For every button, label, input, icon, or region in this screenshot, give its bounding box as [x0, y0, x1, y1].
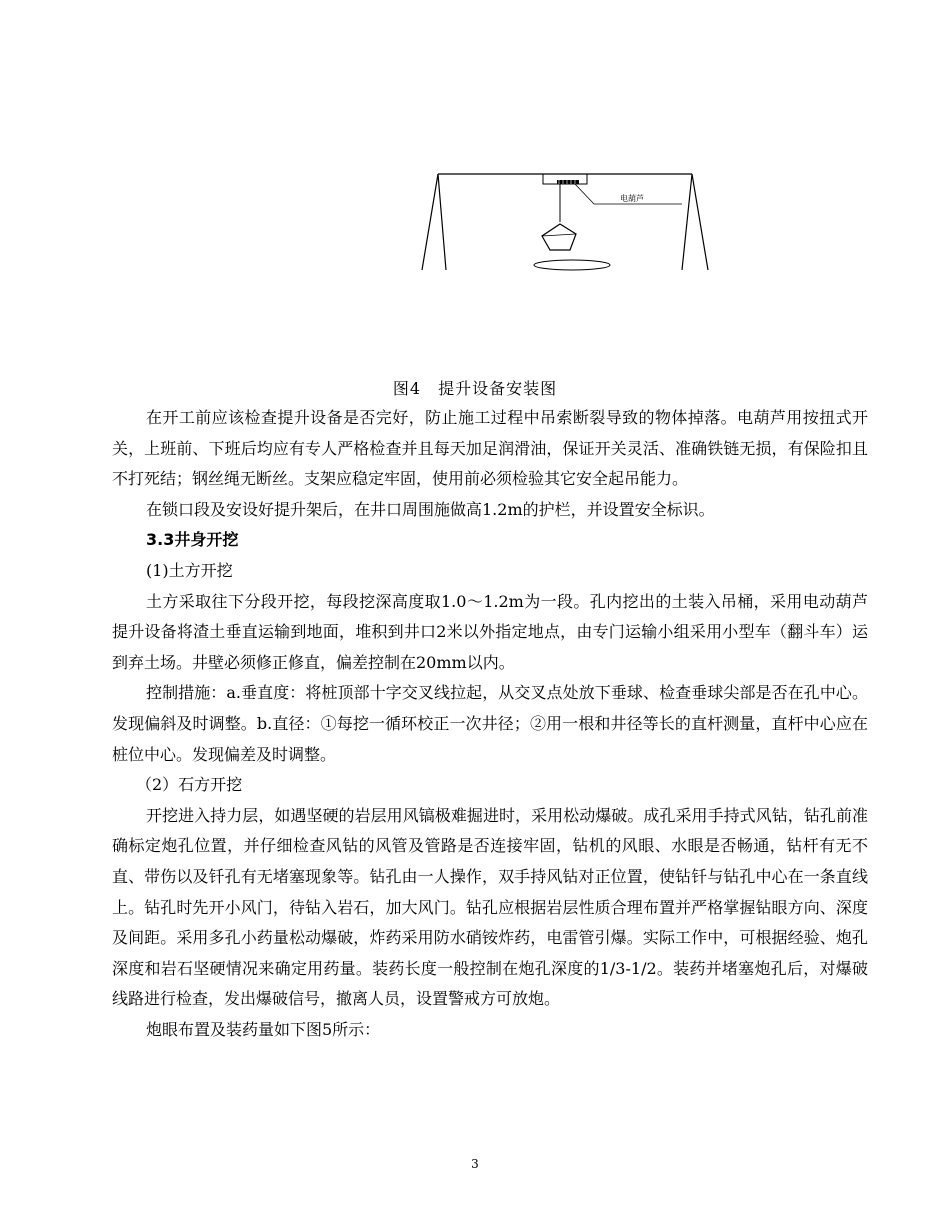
paragraph-guardrail: 在锁口段及安设好提升架后，在井口周围施做高1.2m的护栏，并设置安全标识。: [146, 499, 715, 519]
subheading-rock-excavation: （2）石方开挖: [136, 775, 243, 795]
page-number: 3: [471, 1157, 479, 1171]
paragraph-blast-holes: 炮眼布置及装药量如下图5所示：: [146, 1019, 381, 1039]
frame-right-leg: [692, 174, 708, 270]
hoist-diagram: [420, 168, 710, 278]
frame-left-leg: [422, 174, 438, 270]
frame-right-brace: [682, 174, 692, 270]
bucket-rim: [542, 234, 576, 236]
well-opening: [534, 260, 610, 270]
hoist-installation-figure: [420, 168, 710, 278]
figure-caption: 图4 提升设备安装图: [392, 379, 558, 398]
paragraph-rock-excavation: 开挖进入持力层，如遇坚硬的岩层用风镐极难掘进时，采用松动爆破。成孔采用手持式风钻，钻孔前准确标定炮孔位置，并仔细检查风钻的风管及管路是否连接牢固，钻机的风眼、水眼是否畅通，钻杆有无不直、带伤以及钎孔有无堵塞现象等。钻孔由一人操作，双手持风钻对正位置，使钻钎与钻孔中心在一条直线上。钻孔时先开小风门，待钻入岩石，加大风门。钻孔应根据岩层性质合理布置并严格掌握钻眼方向、深度及间距。采用多孔小药量松动爆破，炸药采用防水硝铵炸药，电雷管引爆。实际工作中，可根据经验、炮孔深度和岩石坚硬情况来确定用药量。装药长度一般控制在炮孔深度的1/3-1/2。装药并堵塞炮孔后，对爆破线路进行检查，发出爆破信号，撤离人员，设置警戒方可放炮。: [112, 805, 868, 1009]
lifting-bucket: [542, 224, 576, 250]
paragraph-equipment-check: 在开工前应该检查提升设备是否完好，防止施工过程中吊索断裂导致的物体掉落。电葫芦用按扭式开关，上班前、下班后均应有专人严格检查并且每天加足润滑油，保证开关灵活、准确铁链无损，有保险扣且不打死结；钢丝绳无断丝。支架应稳定牢固，使用前必须检验其它安全起吊能力。: [112, 408, 868, 489]
paragraph-control-measures: 控制措施：a.垂直度：将桩顶部十字交叉线拉起，从交叉点处放下垂球、检查垂球尖部是否在孔中心。发现偏斜及时调整。b.直径：①每挖一循环校正一次井径；②用一根和井径等长的直杆测量，直杆中心应在桩位中心。发现偏差及时调整。: [112, 683, 868, 764]
hoist-label: 电葫芦: [620, 194, 644, 203]
hoist-gear-icon: [557, 180, 579, 184]
paragraph-earth-excavation: 土方采取往下分段开挖，每段挖深高度取1.0～1.2m为一段。孔内挖出的土装入吊桶，采用电动葫芦提升设备将渣土垂直运输到地面，堆积到井口2米以外指定地点，由专门运输小组采用小型车（翻斗车）运到弃土场。井壁必须修正修直，偏差控制在20mm以内。: [112, 591, 868, 672]
subheading-earth-excavation: (1)土方开挖: [146, 560, 233, 580]
body-text: [112, 403, 868, 1045]
frame-left-brace: [438, 174, 446, 270]
section-heading: 3.3井身开挖: [146, 530, 239, 550]
